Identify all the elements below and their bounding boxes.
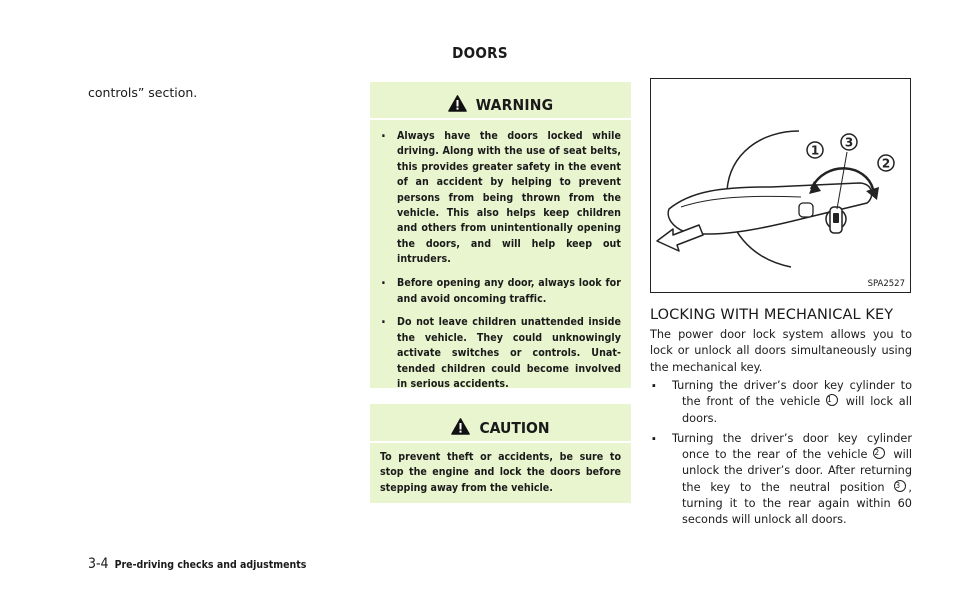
warning-title: WARNING <box>475 96 554 114</box>
text-line: doors. <box>682 411 718 425</box>
chapter-title: Pre-driving checks and adjustments <box>114 559 307 571</box>
caution-triangle-icon <box>451 418 470 435</box>
door-handle-illustration <box>651 79 910 292</box>
warning-list <box>380 129 621 401</box>
text-line: unlock the driver’s door. After returning <box>682 464 912 478</box>
text-fragment: will lock all <box>845 395 912 409</box>
page-footer <box>88 553 306 572</box>
continuation-text: controls” section. <box>88 85 198 100</box>
text-line: . Turning the driver’s door key cylinder <box>672 431 912 445</box>
callout-3 <box>841 134 857 150</box>
warning-item: . Do not leave children unattended inside the vehicle. They could unknowingly activate switches or controls. Unat-tended children could become involved in serious accidents. <box>380 315 621 392</box>
callout-3-label: 3 <box>844 135 854 150</box>
text-fragment: , <box>908 480 912 494</box>
key-hole <box>833 213 839 223</box>
callout-2 <box>878 155 894 171</box>
text-fragment: the front of the vehicle <box>682 395 821 409</box>
figure-label: SPA2527 <box>867 279 905 289</box>
page-header: DOORS <box>452 44 508 62</box>
warning-box <box>370 82 631 391</box>
caution-box <box>370 404 631 503</box>
callout-2-label: 2 <box>881 156 891 171</box>
text-fragment: once to the rear of the vehicle <box>682 448 868 462</box>
page-number: 3-4 <box>88 556 109 572</box>
warning-title-row <box>370 95 631 114</box>
callout-ref-1: 1 <box>826 394 838 406</box>
caution-title-row <box>370 418 631 437</box>
procedure-item-lock <box>650 378 912 427</box>
text-line <box>672 447 912 463</box>
warning-item: . Always have the doors locked while driving. Along with the use of seat belts, this provides greater safety in the event of an accident by helping to prevent persons from being thrown from the vehicle. This also helps keep children and others from unintentionally opening the doors, and will help keep out intruders. <box>380 129 621 268</box>
caution-title: CAUTION <box>479 419 550 437</box>
callout-1-label: 1 <box>810 143 820 158</box>
section-title: LOCKING WITH MECHANICAL KEY <box>650 307 894 323</box>
caution-text: To prevent theft or accidents, be sure to stop the engine and lock the doors before stepping away from the vehicle. <box>380 451 621 494</box>
text-fragment: will <box>893 448 913 462</box>
text-line <box>672 394 912 410</box>
warning-item: . Before opening any door, always look for and avoid oncoming traffic. <box>380 276 621 307</box>
procedure-list <box>650 378 912 533</box>
door-handle-figure <box>650 78 911 293</box>
text-line: seconds will unlock all doors. <box>682 513 847 527</box>
key-cylinder-slot <box>799 203 813 217</box>
callout-1 <box>807 142 823 158</box>
warning-divider <box>370 118 631 120</box>
section-body: The power door lock system allows you to lock or unlock all doors simultaneously using the mechanical key. <box>650 328 912 374</box>
procedure-item-unlock <box>650 431 912 529</box>
callout-ref-2: 2 <box>873 447 885 459</box>
warning-triangle-icon <box>448 95 467 112</box>
callout-ref-3: 3 <box>894 480 906 492</box>
text-line: . Turning the driver’s door key cylinder to <box>672 379 912 392</box>
text-line <box>672 480 912 496</box>
text-fragment: the key to the neutral position <box>682 480 885 494</box>
text-line: turning it to the rear again within 60 <box>682 497 912 511</box>
caution-divider <box>370 441 631 443</box>
